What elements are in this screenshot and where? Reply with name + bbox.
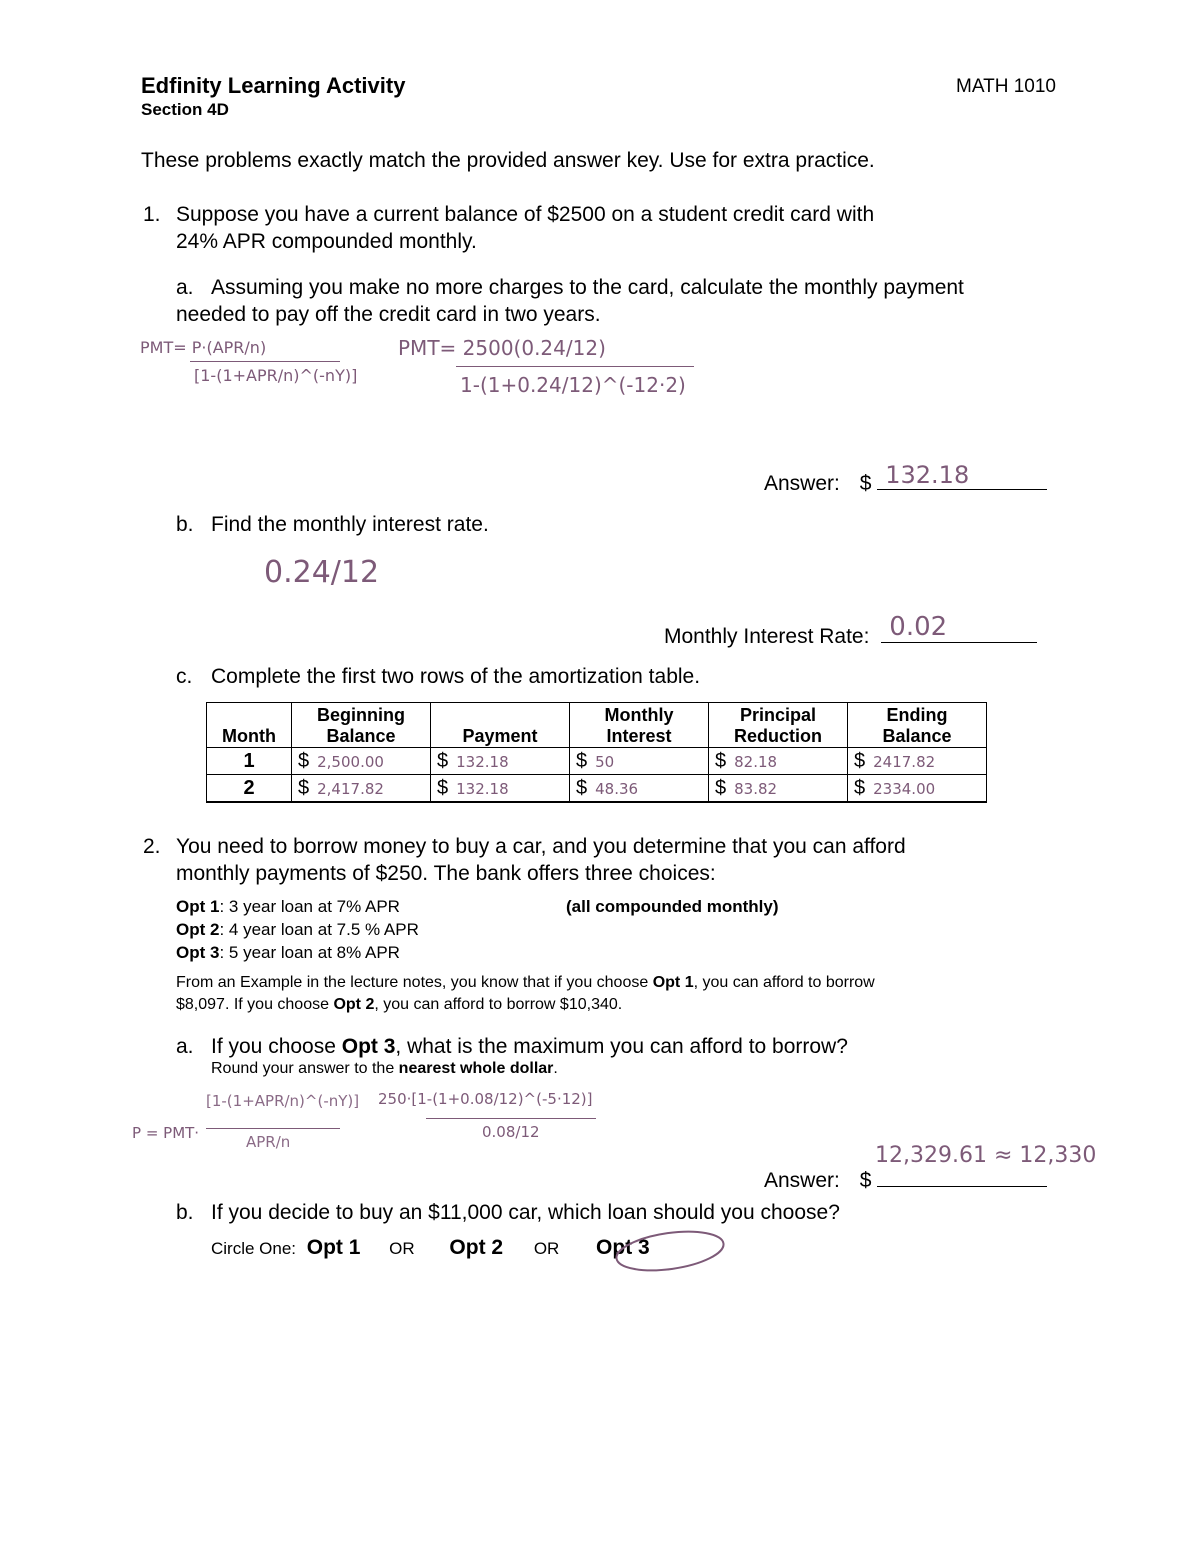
problem-2-text-line1: You need to borrow money to buy a car, and you determine that you can afford (176, 835, 906, 858)
cell-beginning-balance: $ 2,417.82 (292, 775, 431, 803)
course-code: MATH 1010 (956, 76, 1056, 97)
problem-1a-text-line2: needed to pay off the credit card in two years. (176, 303, 601, 326)
intro-text: These problems exactly match the provided answer key. Use for extra practice. (141, 149, 875, 172)
cell-monthly-interest: $ 48.36 (570, 775, 709, 803)
problem-2b-label: b. (176, 1201, 194, 1224)
handwritten-formula-1a: PMT= P·(APR/n) [1-(1+APR/n)^(-nY)] (140, 338, 358, 385)
circle-one-label: Circle One: (211, 1239, 297, 1258)
cell-monthly-interest: $ 50 (570, 748, 709, 775)
header-ending-balance: Ending Balance (848, 703, 987, 748)
problem-2a-text: If you choose Opt 3, what is the maximum you can afford to borrow? (211, 1035, 848, 1058)
cell-principal-reduction: $ 83.82 (709, 775, 848, 803)
answer-label-1b: Monthly Interest Rate: 0.02 (664, 620, 1037, 649)
cell-payment: $ 132.18 (431, 775, 570, 803)
header-payment: Payment (431, 703, 570, 748)
handwritten-work-1b: 0.24/12 (264, 555, 380, 590)
table-row (207, 748, 987, 775)
problem-2-text-line2: monthly payments of $250. The bank offers three choices: (176, 862, 716, 885)
amortization-table (206, 702, 987, 803)
header-beginning-balance: Beginning Balance (292, 703, 431, 748)
problem-2-number: 2. (143, 835, 161, 858)
option-2: Opt 2: 4 year loan at 7.5 % APR (176, 920, 419, 939)
handwritten-answer-1b: 0.02 (889, 612, 948, 642)
handwritten-calc-1a: PMT= 2500(0.24/12) 1-(1+0.24/12)^(-12·2) (398, 336, 698, 397)
header-monthly-interest: Monthly Interest (570, 703, 709, 748)
cell-ending-balance: $ 2334.00 (848, 775, 987, 803)
problem-2a-label: a. (176, 1035, 194, 1058)
problem-1c-text: Complete the first two rows of the amortization table. (211, 665, 701, 688)
handwritten-circle-opt-3 (612, 1226, 730, 1276)
answer-blank-1b (881, 612, 1037, 643)
handwritten-answer-2a: 12,329.61 ≈ 12,330 (875, 1143, 1097, 1168)
problem-1-text-line2: 24% APR compounded monthly. (176, 230, 477, 253)
cell-principal-reduction: $ 82.18 (709, 748, 848, 775)
answer-label-2a: Answer: $ (764, 1164, 1047, 1193)
cell-beginning-balance: $ 2,500.00 (292, 748, 431, 775)
cell-ending-balance: $ 2417.82 (848, 748, 987, 775)
compounding-note: (all compounded monthly) (566, 897, 779, 916)
choice-opt-3[interactable]: Opt 3 (596, 1236, 650, 1259)
table-header-row (207, 703, 987, 748)
choice-opt-1[interactable]: Opt 1 (306, 1236, 361, 1259)
circle-one-row (211, 1236, 650, 1260)
section-label: Section 4D (141, 100, 229, 119)
problem-1a-text-line1: Assuming you make no more charges to the card, calculate the monthly payment (211, 276, 964, 299)
header-principal-reduction: Principal Reduction (709, 703, 848, 748)
problem-1-number: 1. (143, 203, 161, 226)
problem-1b-label: b. (176, 513, 194, 536)
answer-label-1a: Answer: $ 132.18 (764, 467, 1047, 496)
handwritten-formula-2a: [1-(1+APR/n)^(-nY)] APR/n (206, 1092, 360, 1151)
problem-1-text-line1: Suppose you have a current balance of $2500 on a student credit card with (176, 203, 875, 226)
problem-1c-label: c. (176, 665, 193, 688)
cell-month: 1 (207, 748, 292, 775)
answer-blank-1a (877, 461, 1047, 490)
example-text-line1: From an Example in the lecture notes, you know that if you choose Opt 1, you can afford to borrow (176, 974, 875, 991)
problem-2b-text: If you decide to buy an $11,000 car, which loan should you choose? (211, 1201, 840, 1224)
option-1: Opt 1: 3 year loan at 7% APR (176, 897, 400, 916)
cell-month: 2 (207, 775, 292, 803)
handwritten-calc-2a: 250·[1-(1+0.08/12)^(-5·12)] 0.08/12 (378, 1090, 618, 1141)
choice-or-1: OR (389, 1239, 415, 1258)
choice-opt-2[interactable]: Opt 2 (449, 1236, 504, 1259)
handwritten-formula-2a-lhs: P = PMT· (132, 1124, 200, 1142)
cell-payment: $ 132.18 (431, 748, 570, 775)
problem-1b-text: Find the monthly interest rate. (211, 513, 489, 536)
activity-title: Edfinity Learning Activity (141, 73, 406, 98)
option-3: Opt 3: 5 year loan at 8% APR (176, 943, 400, 962)
example-text-line2: $8,097. If you choose Opt 2, you can afford to borrow $10,340. (176, 996, 623, 1013)
handwritten-answer-1a: 132.18 (885, 461, 970, 489)
problem-1a-label: a. (176, 276, 194, 299)
choice-or-2: OR (533, 1239, 560, 1258)
header-month: Month (207, 703, 292, 748)
table-row (207, 775, 987, 803)
problem-2a-rounding-note: Round your answer to the nearest whole dollar. (211, 1060, 558, 1077)
